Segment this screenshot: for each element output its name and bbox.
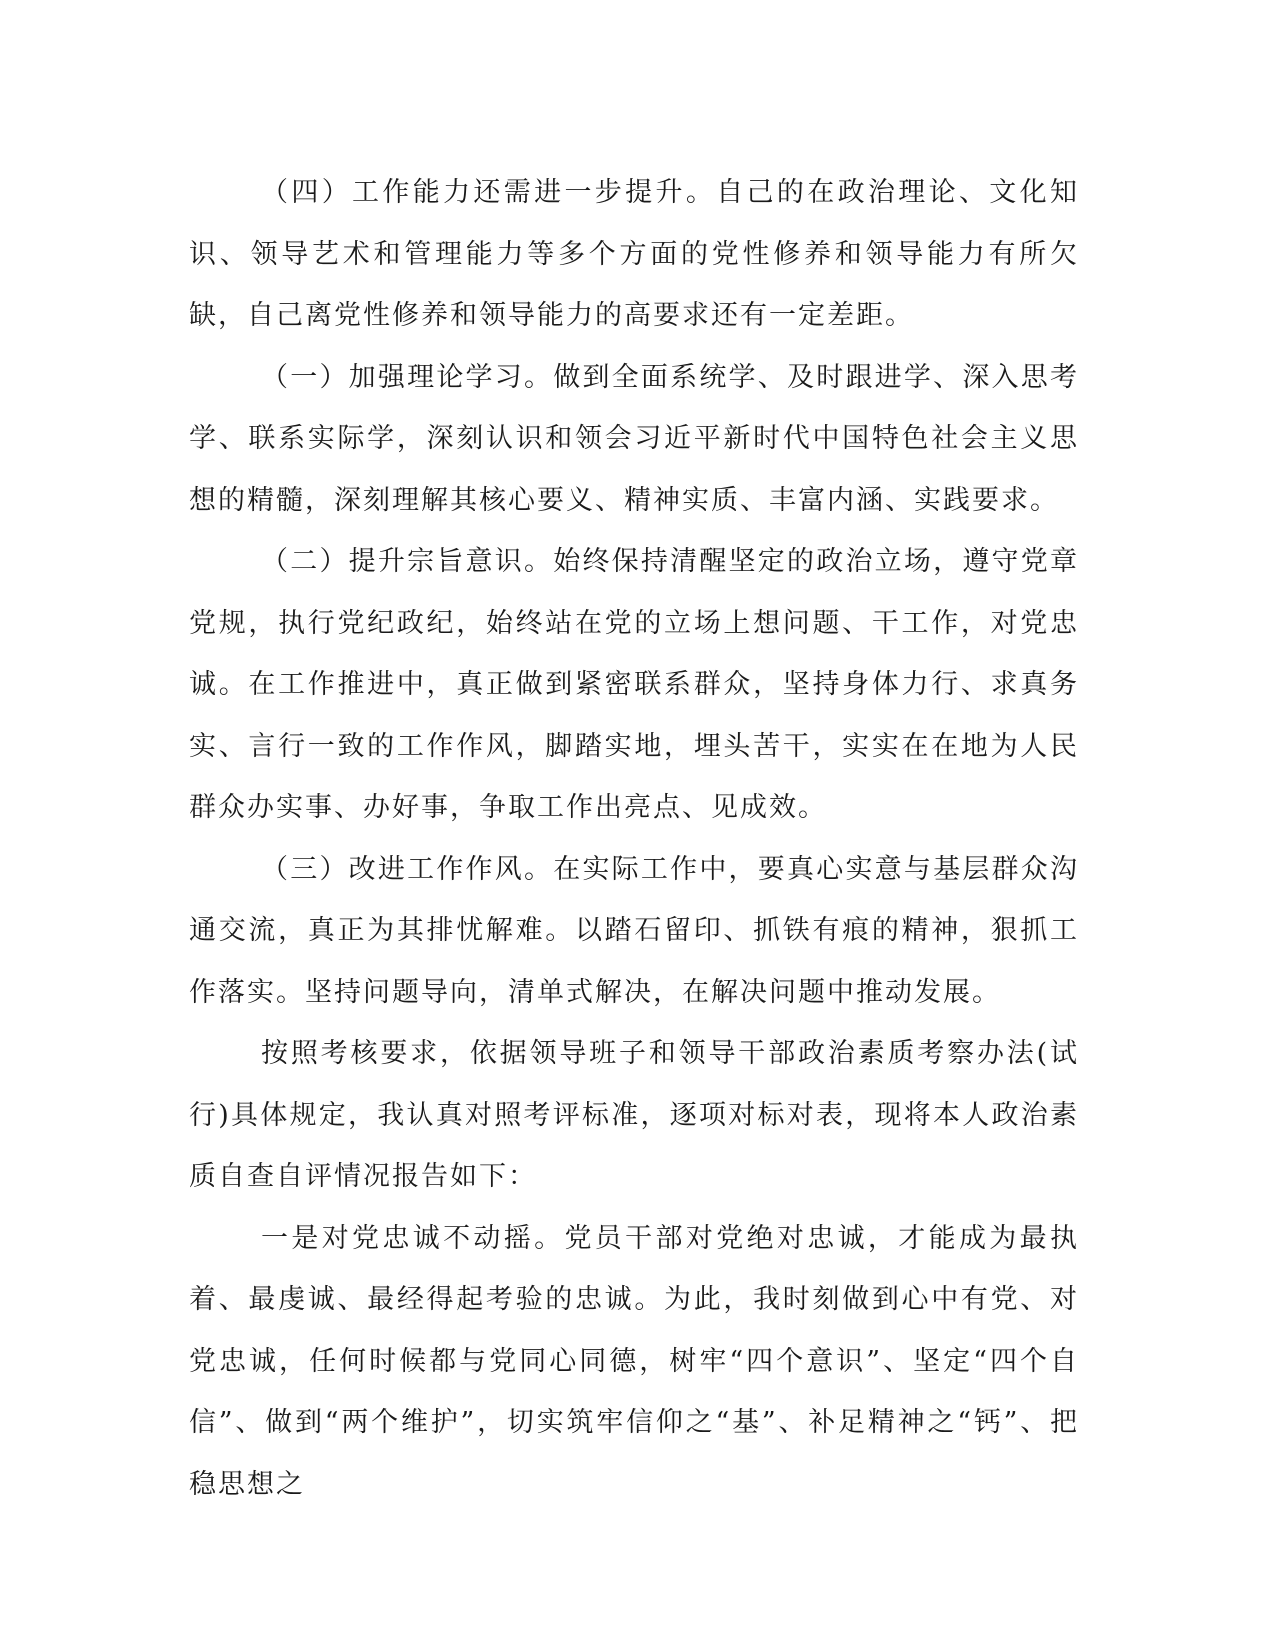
paragraph-theory-study: （一）加强理论学习。做到全面系统学、及时跟进学、深入思考学、联系实际学，深刻认识和领会习近平新时代中国特色社会主义思想的精髓，深刻理解其核心要义、精神实质、丰富内涵、实践要求。 <box>189 361 1079 516</box>
paragraph-work-style: （三）改进工作作风。在实际工作中，要真心实意与基层群众沟通交流，真正为其排忧解难。以踏石留印、抓铁有痕的精神，狠抓工作落实。坚持问题导向，清单式解决，在解决问题中推动发展。 <box>189 853 1079 1008</box>
paragraph-assessment-intro: 按照考核要求，依据领导班子和领导干部政治素质考察办法(试行)具体规定，我认真对照考评标准，逐项对标对表，现将本人政治素质自查自评情况报告如下： <box>189 1038 1079 1192</box>
paragraph-purpose-awareness: （二）提升宗旨意识。始终保持清醒坚定的政治立场，遵守党章党规，执行党纪政纪，始终站在党的立场上想问题、干工作，对党忠诚。在工作推进中，真正做到紧密联系群众，坚持身体力行、求真务实、言行一致的工作作风，脚踏实地，埋头苦干，实实在在地为人民群众办实事、办好事，争取工作出亮点、见成效。 <box>189 546 1079 823</box>
document-body <box>189 162 1079 1515</box>
paragraph-work-ability: （四）工作能力还需进一步提升。自己的在政治理论、文化知识、领导艺术和管理能力等多个方面的党性修养和领导能力有所欠缺，自己离党性修养和领导能力的高要求还有一定差距。 <box>189 177 1079 331</box>
paragraph-loyalty: 一是对党忠诚不动摇。党员干部对党绝对忠诚，才能成为最执着、最虔诚、最经得起考验的忠诚。为此，我时刻做到心中有党、对党忠诚，任何时候都与党同心同德，树牢“四个意识”、坚定“四个自信”、做到“两个维护”，切实筑牢信仰之“基”、补足精神之“钙”、把稳思想之 <box>189 1222 1079 1500</box>
